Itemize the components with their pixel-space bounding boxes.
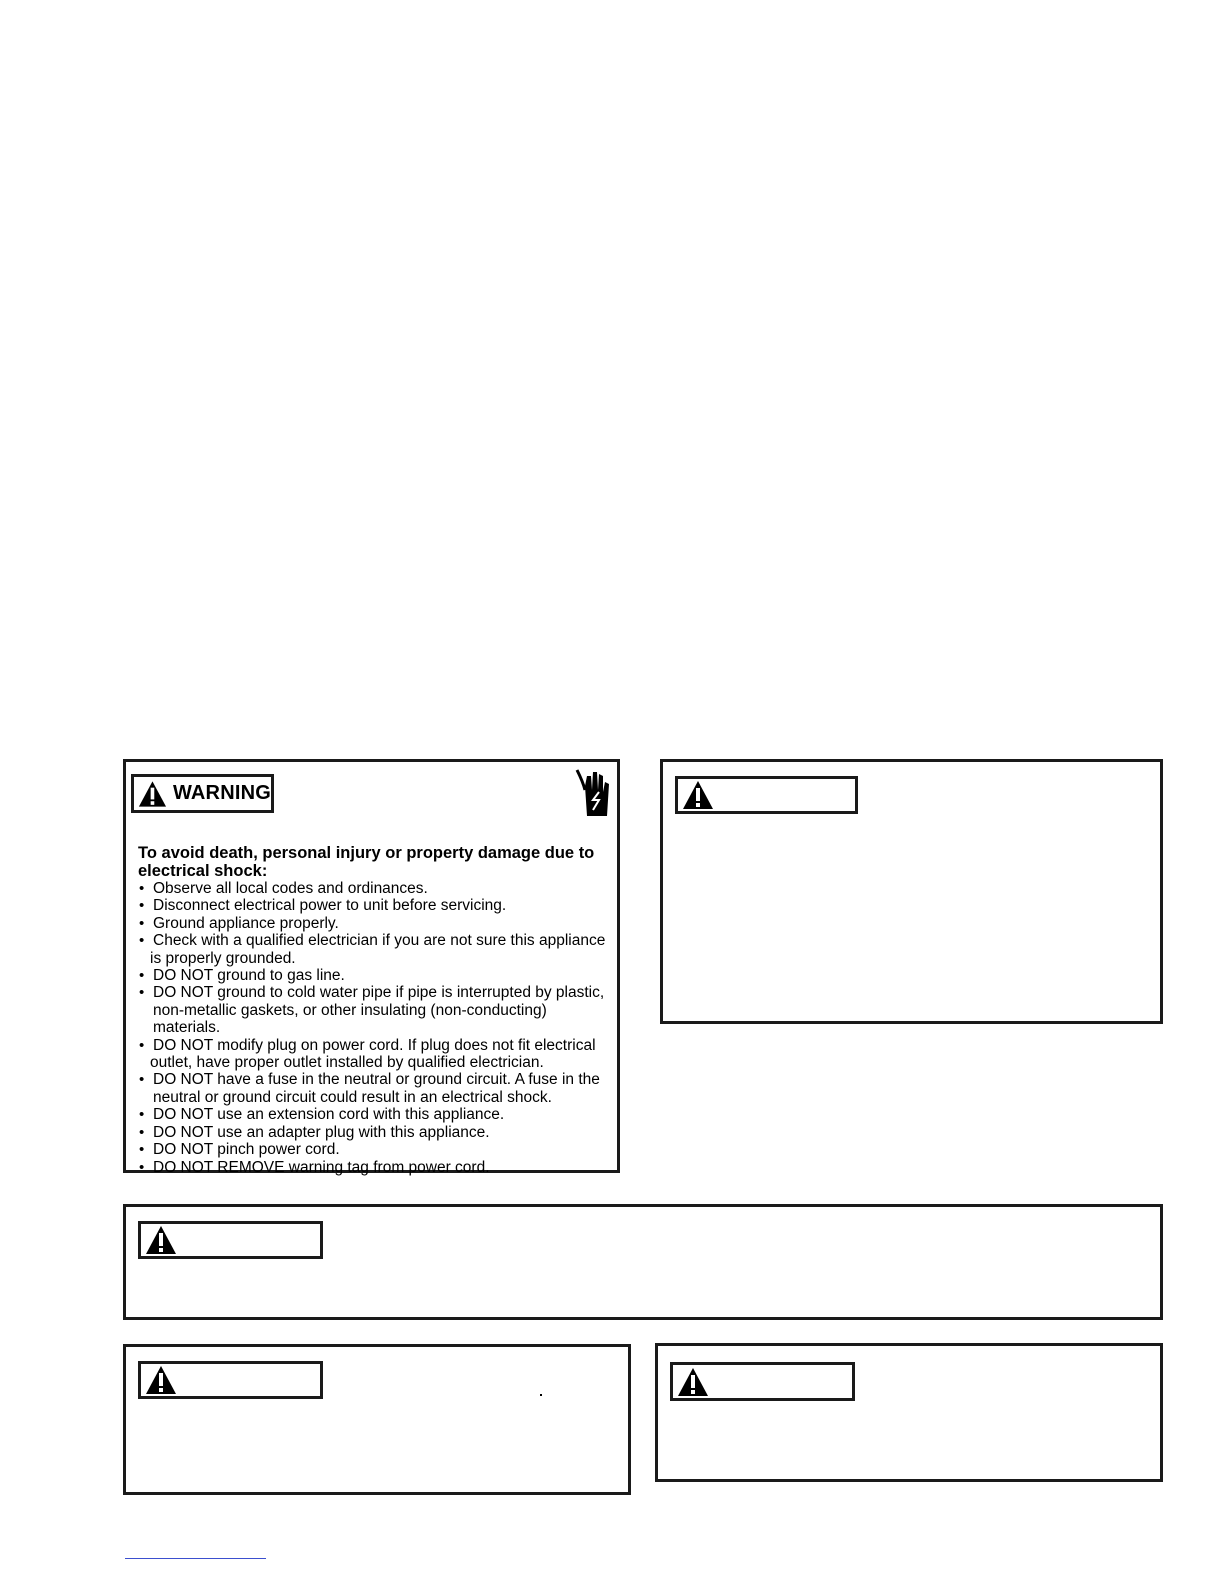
- list-item: • Observe all local codes and ordinances.: [139, 880, 428, 897]
- warning-list: [138, 880, 618, 1176]
- list-item: • DO NOT use an adapter plug with this appliance.: [139, 1123, 490, 1141]
- list-item: • DO NOT REMOVE warning tag from power cord.: [139, 1158, 490, 1176]
- bottom-left-warning-box: [123, 1344, 631, 1495]
- footer-link-underline: [125, 1558, 266, 1559]
- stray-dot: [540, 1394, 542, 1396]
- warning-label-text: WARNING: [172, 782, 271, 804]
- alert-triangle-icon: [145, 1365, 177, 1395]
- list-item: • Check with a qualified electrician if you are not sure this appliance is properly grounded.: [139, 932, 606, 967]
- alert-triangle-icon: [138, 779, 167, 809]
- blank-label-tag: [675, 776, 858, 814]
- electrical-warning-box: [123, 759, 620, 1176]
- bullet: •: [139, 932, 145, 950]
- bullet: •: [139, 1158, 145, 1176]
- right-warning-box: [660, 759, 1163, 1024]
- list-item: • DO NOT modify plug on power cord. If plug does not fit electrical outlet, have proper outlet installed by qualified electrician.: [139, 1036, 596, 1072]
- warning-heading: To avoid death, personal injury or property damage due to electrical shock:: [138, 844, 595, 880]
- bullet: •: [139, 984, 145, 1002]
- bottom-right-warning-box: [655, 1343, 1163, 1482]
- bullet: •: [139, 967, 145, 985]
- warning-label-tag: [131, 774, 274, 813]
- list-item: • DO NOT ground to cold water pipe if pipe is interrupted by plastic, non-metallic gaskets, or other insulating (non-conducting) materials.: [139, 984, 605, 1037]
- electrical-shock-hand-icon: [573, 768, 613, 820]
- wide-warning-box: [123, 1204, 1163, 1320]
- bullet: •: [139, 880, 145, 897]
- bullet: •: [139, 1071, 145, 1089]
- bullet: •: [139, 1036, 145, 1054]
- bullet: •: [139, 1123, 145, 1141]
- alert-triangle-icon: [145, 1225, 177, 1255]
- bullet: •: [139, 1106, 145, 1124]
- blank-label-tag: [138, 1361, 323, 1399]
- list-item: • DO NOT use an extension cord with this appliance.: [139, 1106, 505, 1124]
- list-item: • Ground appliance properly.: [139, 914, 339, 932]
- blank-label-tag: [670, 1362, 855, 1401]
- list-item: • Disconnect electrical power to unit before servicing.: [139, 897, 507, 915]
- list-item: • DO NOT pinch power cord.: [139, 1141, 340, 1159]
- list-item: • DO NOT have a fuse in the neutral or ground circuit. A fuse in the neutral or ground circuit could result in an electrical shock.: [139, 1071, 600, 1106]
- bullet: •: [139, 914, 145, 932]
- alert-triangle-icon: [677, 1367, 709, 1397]
- bullet: •: [139, 897, 145, 915]
- alert-triangle-icon: [682, 780, 714, 810]
- blank-label-tag: [138, 1221, 323, 1259]
- bullet: •: [139, 1141, 145, 1159]
- list-item: • DO NOT ground to gas line.: [139, 967, 345, 985]
